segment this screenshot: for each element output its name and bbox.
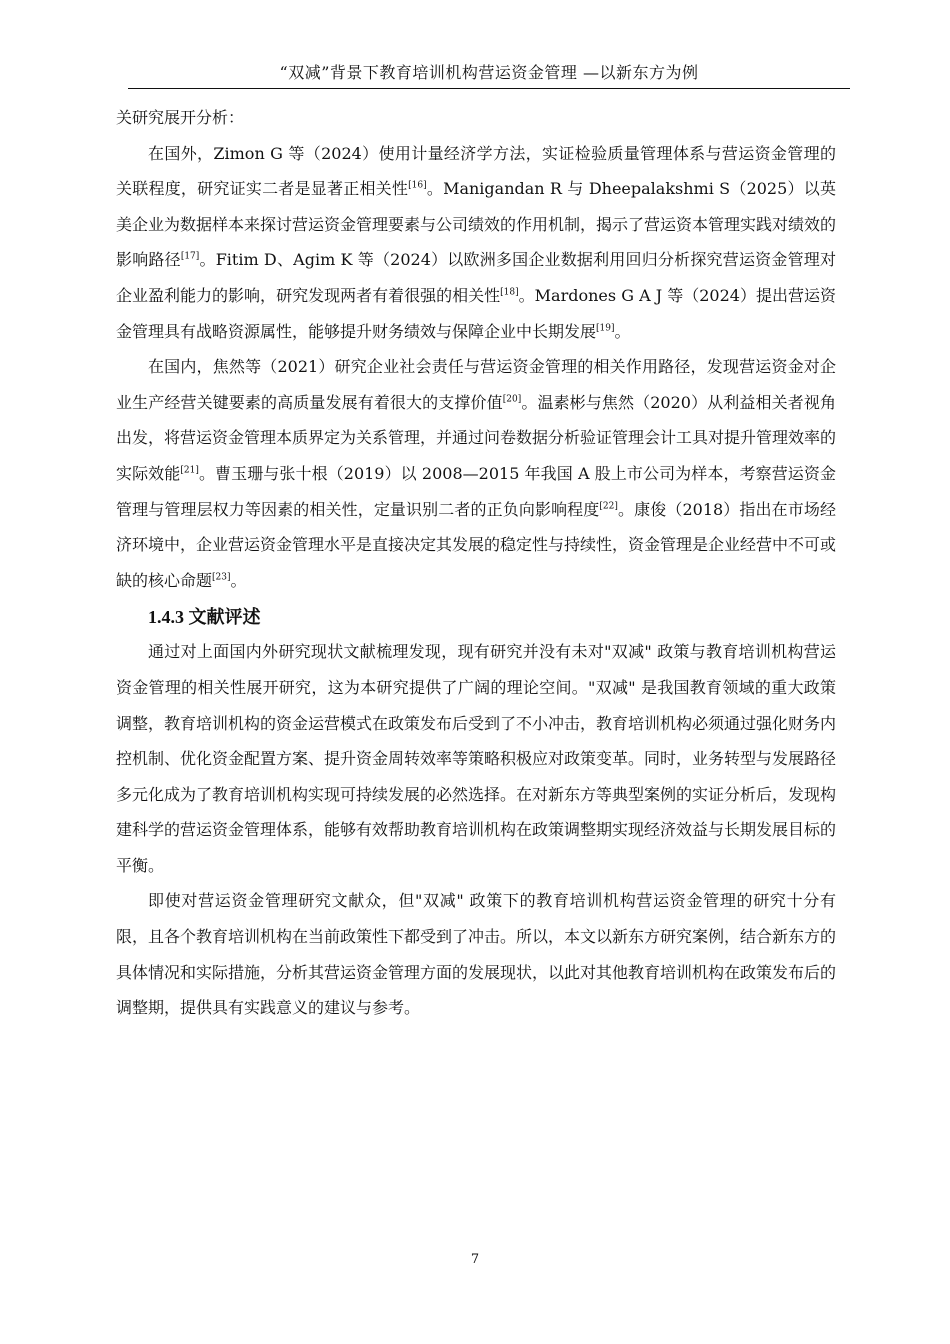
paragraph-text: 。温素彬与焦然（2020）从利益相关者视角出发，将营运资金管理本质界定为关系管理，并通过问卷数据分析验证管理会计工具对提升管理效率的实际效能 xyxy=(116,392,837,483)
paragraph-text: 在国外，Zimon G 等（2024）使用计量经济学方法，实证检验质量管理体系与营运资金管理的关联程度，研究证实二者是显著正相关性 xyxy=(116,143,836,199)
section-heading: 1.4.3 文献评述 xyxy=(148,607,261,628)
paragraph-text: 。康俊（2018）指出在市场经济环境中，企业营运资金管理水平是直接决定其发展的稳定性与持续性，资金管理是企业经营中不可或缺的核心命题 xyxy=(116,499,837,590)
paragraph-continuation: 关研究展开分析： xyxy=(116,108,245,127)
header-divider xyxy=(128,88,850,89)
paragraph-text: 。Manigandan R 与 Dheepalakshmi S（2025）以英美企业为数据样本来探讨营运资金管理要素与公司绩效的作用机制，揭示了营运资本管理实践对绩效的影响路径 xyxy=(116,179,837,270)
citation-19: [19] xyxy=(596,323,615,334)
citation-17: [17] xyxy=(180,252,200,263)
citation-20: [20] xyxy=(502,394,522,405)
paragraph-domestic-research xyxy=(116,349,836,598)
citation-23: [23] xyxy=(212,572,231,583)
page-number: 7 xyxy=(470,1252,480,1267)
paragraph-research-gap: 即使对营运资金管理研究文献众，但"双减" 政策下的教育培训机构营运资金管理的研究十分有限，且各个教育培训机构在当前政策性下都受到了冲击。所以，本文以新东方研究案例，结合新东方的具体情况和实际措施，分析其营运资金管理方面的发展现状，以此对其他教育培训机构在政策发布后的调整期，提供具有实践意义的建议与参考。 xyxy=(116,891,837,1018)
paragraph-text: 。 xyxy=(230,570,247,590)
running-header: “双减”背景下教育培训机构营运资金管理 —以新东方为例 xyxy=(279,63,699,82)
page-body xyxy=(116,100,836,1026)
citation-21: [21] xyxy=(180,465,199,476)
citation-18: [18] xyxy=(500,287,519,298)
citation-22: [22] xyxy=(599,501,618,512)
paragraph-text: 在国内，焦然等（2021）研究企业社会责任与营运资金管理的相关作用路径，发现营运资金对企业生产经营关键要素的高质量发展有着很大的支撑价值 xyxy=(116,357,836,412)
paragraph-text: 。Fitim D、Agim K 等（2024）以欧洲多国企业数据利用回归分析探究营运资金管理对企业盈利能力的影响，研究发现两者有着很强的相关性 xyxy=(116,250,836,305)
paragraph-text: 。 xyxy=(614,321,631,341)
paragraph-foreign-research xyxy=(116,136,836,350)
paragraph-text: 。Mardones G A J 等（2024）提出营运资金管理具有战略资源属性，能够提升财务绩效与保障企业中长期发展 xyxy=(116,285,836,341)
citation-16: [16] xyxy=(408,180,427,191)
paragraph-text: 。曹玉珊与张十根（2019）以 2008—2015 年我国 A 股上市公司为样本，考察营运资金管理与管理层权力等因素的相关性，定量识别二者的正负向影响程度 xyxy=(116,463,836,519)
paragraph-literature-review: 通过对上面国内外研究现状文献梳理发现，现有研究并没有未对"双减" 政策与教育培训机构营运资金管理的相关性展开研究，这为本研究提供了广阔的理论空间。"双减" 是我国教育领域的重大政策调整，教育培训机构的资金运营模式在政策发布后受到了不小冲击，教育培训机构必须通过强化财务内控机制、优化资金配置方案、提升资金周转效率等策略积极应对政策变革。同时，业务转型与发展路径多元化成为了教育培训机构实现可持续发展的必然选择。在对新东方等典型案例的实证分析后，发现构建科学的营运资金管理体系，能够有效帮助教育培训机构在政策调整期实现经济效益与长期发展目标的平衡。 xyxy=(116,642,837,875)
